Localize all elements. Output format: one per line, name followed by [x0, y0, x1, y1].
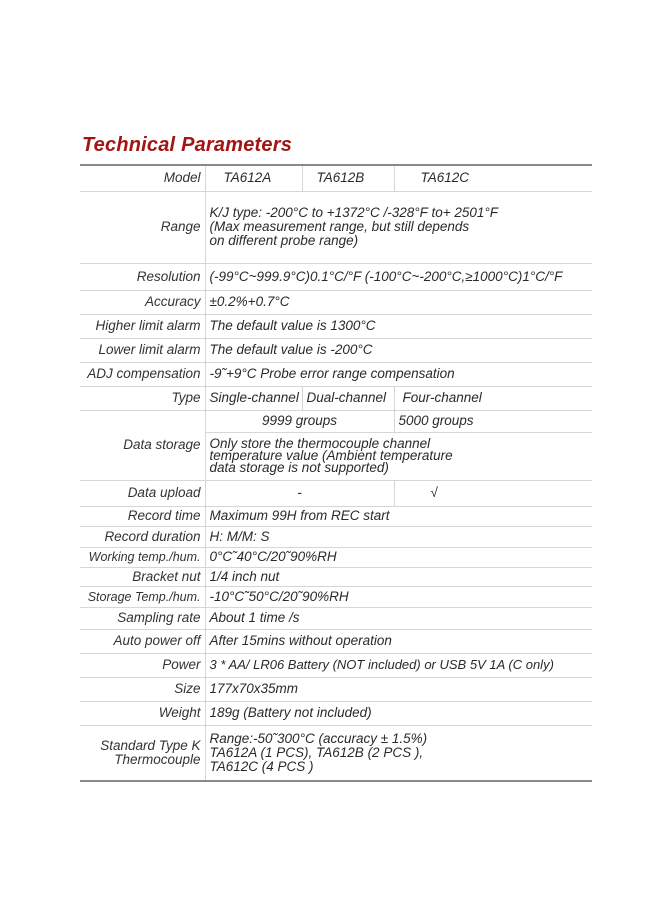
table-row	[80, 586, 592, 607]
table-row	[80, 386, 592, 410]
table-row	[80, 165, 592, 191]
table-row	[80, 191, 592, 263]
upload-c: √	[394, 480, 592, 506]
row-label-resolution: Resolution	[80, 263, 205, 290]
row-label-record-duration: Record duration	[80, 526, 205, 547]
row-label-weight: Weight	[80, 701, 205, 725]
table-row	[80, 629, 592, 653]
upload-ab: -	[205, 480, 394, 506]
table-row	[80, 338, 592, 362]
table-row	[80, 506, 592, 526]
range-line1: K/J type: -200°C to +1372°C /-328°F to+ 2501°F	[209, 205, 499, 220]
thermocouple-value	[205, 725, 592, 781]
thermocouple-line1: Range:-50˜300°C (accuracy ± 1.5%)	[209, 730, 428, 746]
table-row	[80, 314, 592, 338]
thermocouple-line2: TA612A (1 PCS), TA612B (2 PCS ),	[209, 744, 424, 760]
table-row	[80, 410, 592, 432]
storage-c: 5000 groups	[394, 410, 592, 432]
thermocouple-label-line1: Standard Type K	[100, 737, 201, 753]
bracket-value: 1/4 inch nut	[205, 567, 592, 586]
row-label-storage-temp: Storage Temp./hum.	[80, 586, 205, 607]
sampling-value: About 1 time /s	[205, 607, 592, 629]
auto-off-value: After 15mins without operation	[205, 629, 592, 653]
table-row	[80, 480, 592, 506]
table-row	[80, 567, 592, 586]
storage-temp-value: -10°C˜50°C/20˜90%RH	[205, 586, 592, 607]
row-label-sampling: Sampling rate	[80, 607, 205, 629]
low-alarm-value: The default value is -200°C	[205, 338, 592, 362]
table-row	[80, 701, 592, 725]
spec-table	[80, 164, 592, 782]
table-row	[80, 362, 592, 386]
model-b: TA612B	[302, 165, 394, 191]
type-b: Dual-channel	[302, 386, 394, 410]
row-label-bracket: Bracket nut	[80, 567, 205, 586]
adj-value: -9˜+9°C Probe error range compensation	[205, 362, 592, 386]
resolution-value: (-99°C~999.9°C)0.1°C/°F (-100°C~-200°C,≥1000°C)1°C/°F	[205, 263, 592, 290]
row-label-type: Type	[80, 386, 205, 410]
row-label-adj: ADJ compensation	[80, 362, 205, 386]
thermocouple-line3: TA612C (4 PCS )	[209, 758, 314, 774]
table-row	[80, 526, 592, 547]
model-c: TA612C	[394, 165, 592, 191]
row-label-high-alarm: Higher limit alarm	[80, 314, 205, 338]
thermocouple-label-line2: Thermocouple	[114, 751, 201, 767]
table-row	[80, 653, 592, 677]
range-line2: (Max measurement range, but still depends	[209, 219, 470, 234]
row-label-low-alarm: Lower limit alarm	[80, 338, 205, 362]
size-value: 177x70x35mm	[205, 677, 592, 701]
storage-ab: 9999 groups	[205, 410, 394, 432]
row-label-upload: Data upload	[80, 480, 205, 506]
table-row	[80, 290, 592, 314]
row-label-power: Power	[80, 653, 205, 677]
row-label-record-time: Record time	[80, 506, 205, 526]
record-time-value: Maximum 99H from REC start	[205, 506, 592, 526]
row-label-accuracy: Accuracy	[80, 290, 205, 314]
storage-line2: temperature value (Ambient temperature	[209, 448, 453, 463]
record-duration-value: H: M/M: S	[205, 526, 592, 547]
table-row	[80, 677, 592, 701]
row-label-working: Working temp./hum.	[80, 547, 205, 567]
table-row	[80, 725, 592, 781]
row-label-auto-off: Auto power off	[80, 629, 205, 653]
table-row	[80, 547, 592, 567]
type-a: Single-channel	[205, 386, 302, 410]
accuracy-value: ±0.2%+0.7°C	[205, 290, 592, 314]
range-line3: on different probe range)	[209, 233, 359, 248]
high-alarm-value: The default value is 1300°C	[205, 314, 592, 338]
power-value: 3 * AA/ LR06 Battery (NOT included) or USB 5V 1A (C only)	[205, 653, 592, 677]
row-label-thermocouple	[80, 725, 205, 781]
row-label-range: Range	[80, 191, 205, 263]
working-value: 0°C˜40°C/20˜90%RH	[205, 547, 592, 567]
table-row	[80, 263, 592, 290]
row-label-storage: Data storage	[80, 410, 205, 480]
weight-value: 189g (Battery not included)	[205, 701, 592, 725]
table-row	[80, 607, 592, 629]
range-value	[205, 191, 592, 263]
storage-line1: Only store the thermocouple channel	[209, 436, 431, 451]
model-a: TA612A	[205, 165, 302, 191]
storage-note	[205, 432, 592, 480]
type-c: Four-channel	[394, 386, 592, 410]
row-label-size: Size	[80, 677, 205, 701]
storage-line3: data storage is not supported)	[209, 460, 389, 475]
page-title: Technical Parameters	[82, 134, 293, 156]
row-label-model: Model	[80, 165, 205, 191]
